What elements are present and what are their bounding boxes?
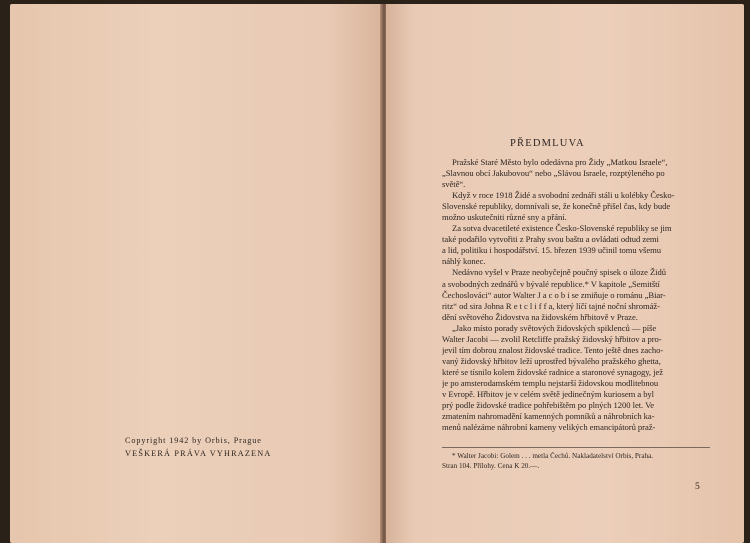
footnote-divider <box>442 447 710 448</box>
text-line: Slovenské republiky, domnívali se, že konečně přišel čas, kdy bude <box>442 201 671 212</box>
text-line: a lid, politiku i hospodářství. 15. březen 1939 učinil tomu všemu <box>442 245 661 256</box>
text-line: jevil tím dobrou znalost židovské tradice. Tento ještě dnes zacho- <box>442 344 664 355</box>
copyright-notice: Copyright 1942 by Orbis, Prague <box>125 436 262 445</box>
text-line: Za sotva dvacetileté existence Česko-Slovenské republiky se jim <box>452 223 672 234</box>
page-number: 5 <box>695 482 700 492</box>
footnote-line: Stran 104. Přílohy. Cena K 20.—. <box>442 461 540 470</box>
text-line: světě“. <box>442 179 466 190</box>
text-line: v Evropě. Hřbitov je v celém světě jedinečným kuriosem a byl <box>442 388 655 399</box>
text-line: Nedávno vyšel v Praze neobyčejně poučný spisek o úloze Židů <box>452 267 666 278</box>
text-line: vaný židovský hřbitov leží uprostřed bývalého pražského ghetta, <box>442 355 661 366</box>
text-line: prý podle židovské tradice pohřebištěm po plných 1200 let. Ve <box>442 400 655 411</box>
footnote-line: * Walter Jacobi: Golem . . . metla Čechů. Nakladatelství Orbis, Praha. <box>452 452 654 460</box>
text-line: Pražské Staré Město bylo odedávna pro Židy „Matkou Israele“, <box>452 157 668 167</box>
text-line: a svobodných zednářů v bývalé republice.* V kapitole „Semitští <box>442 278 660 289</box>
page-heading: PŘEDMLUVA <box>510 138 585 149</box>
left-page <box>10 4 382 543</box>
text-line: které se tísnilo kolem židovské radnice a staronové synagogy, jež <box>442 366 663 377</box>
footnote <box>442 452 710 471</box>
text-line: „Jako místo porady světových židovských spiklenců — píše <box>452 322 657 333</box>
text-line: také podařilo vytvořiti z Prahy svou baštu a ovládati odtud zemi <box>442 234 659 245</box>
text-line: zmatením nahromadění kamenných pomníků a náhrobních ka- <box>442 411 655 422</box>
text-line: náhlý konec. <box>442 256 486 267</box>
text-line: Když v roce 1918 Židé a svobodní zednáři stáli u kolébky Česko- <box>452 190 675 201</box>
text-line: Walter Jacobi — zvolil Retcliffe pražský židovský hřbitov a pro- <box>442 333 662 344</box>
text-line: je po amsterodamském templu nejstarší židovskou modlitebnou <box>442 377 659 388</box>
text-line: „Slavnou obcí Jakubovou“ nebo „Slávou Israele, rozptýleného po <box>442 168 665 179</box>
text-line: ritz“ od sira Johna R e t c l i f f a, který líčí tajné noční shromáž- <box>442 300 660 311</box>
preface-body <box>442 157 710 433</box>
rights-reserved-notice: VEŠKERÁ PRÁVA VYHRAZENA <box>125 449 272 458</box>
text-line: možno uskutečniti různé sny a přání. <box>442 212 567 223</box>
text-line: menů nalézáme náhrobní kameny velikých emancipátorů praž- <box>442 422 656 433</box>
text-line: Čechoslováci“ autor Walter J a c o b i se zmiňuje o románu „Biar- <box>442 289 666 300</box>
text-line: dění světového Židovstva na židovském hřbitově v Praze. <box>442 311 638 322</box>
